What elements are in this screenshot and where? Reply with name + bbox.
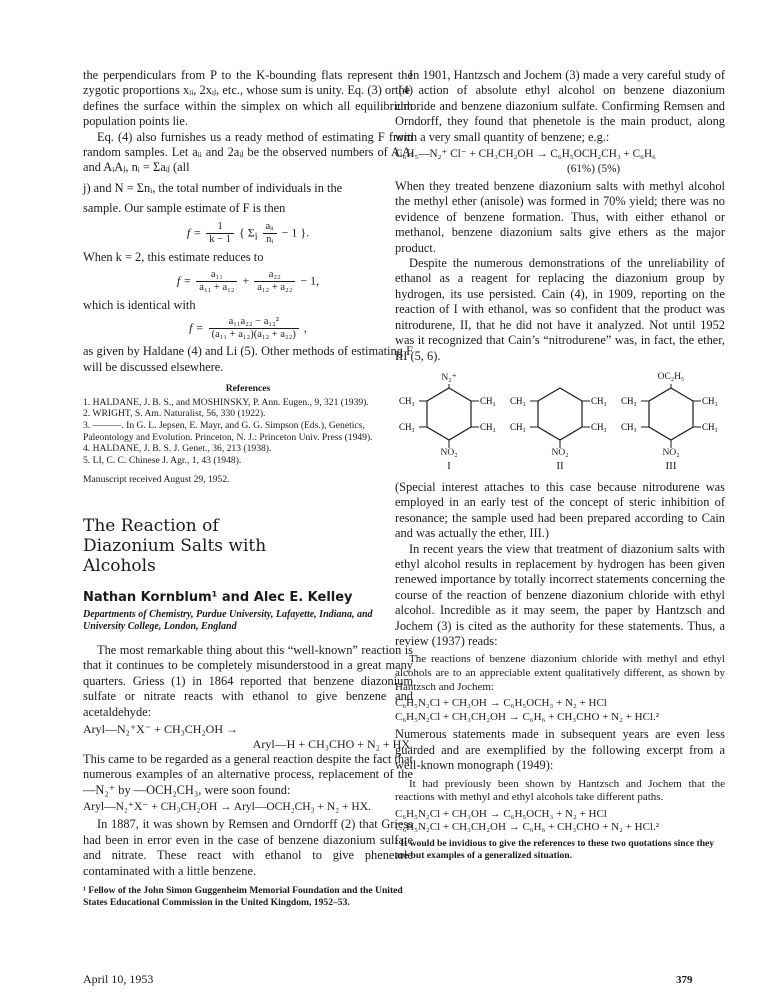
methyl-label: CH₃: [510, 421, 526, 432]
methyl-label: CH₃: [399, 395, 415, 406]
quotation-2-reaction: C₆H₅N₂Cl + CH₃CH₂OH → C₆H₆ + CH₃CHO + N₂ + HCl.²: [395, 821, 660, 834]
benzene-ring-icon: [399, 384, 499, 448]
references-list: [83, 397, 413, 467]
structure-top-group: [510, 372, 610, 384]
structure-bottom-group: NO₂: [440, 447, 458, 458]
paragraph: In 1901, Hantzsch and Jochem (3) made a very careful study of the action of absolute ethyl alcohol on benzene diazonium chloride and benzene diazonium sulfate. Confirming Remsen and Orndorff, they found that phenetole is the main product, along with a very small quantity of benzene; e.g.:: [395, 68, 725, 144]
methyl-label: CH₃: [702, 395, 718, 406]
methyl-label: CH₃: [621, 421, 637, 432]
structure-I: [399, 372, 499, 472]
structure-II: [510, 372, 610, 472]
methyl-label: CH₃: [399, 421, 415, 432]
methyl-label: CH₃: [591, 395, 607, 406]
structures-figure: [399, 372, 721, 472]
reference-item: 2. WRIGHT, S. Am. Naturalist, 56, 330 (1922).: [83, 408, 266, 420]
reference-item: 5. LI, C. C. Chinese J. Agr., 1, 43 (1948).: [83, 454, 242, 466]
structure-top-group: N₂⁺: [441, 372, 457, 383]
left-column: [83, 68, 413, 908]
paragraph: Despite the numerous demonstrations of the unreliability of ethanol as a reagent for replacing the diazonium group by hydrogen, its use persisted. Cain (4), in 1909, reporting on the reaction of I with ethanol, was so confident that the product was nitrodurene, II, that he did not have it analyzed. Not until 1952 was it recognized that Cain’s “nitrodurene” was, in fact, the ether, III (5, 6).: [395, 256, 725, 363]
structure-bottom-group: NO₂: [551, 447, 569, 458]
paragraph: as given by Haldane (4) and Li (5). Other methods of estimating F will be discussed elsewhere.: [83, 344, 413, 374]
paragraph: Eq. (4) also furnishes us a ready method of estimating F from random samples. Let aᵢᵢ and 2aᵢⱼ be the observed numbers of AᵢAᵢ and AᵢAⱼ, nᵢ = Σaᵢⱼ (all: [83, 129, 413, 175]
quotation-1-reaction: C₆H₅N₂Cl + CH₃CH₂OH → C₆H₆ + CH₃CHO + N₂ + HCl.²: [395, 710, 660, 723]
page-number: 379: [676, 974, 693, 986]
paragraph: When they treated benzene diazonium salts with methyl alcohol the methyl ether (anisole) was formed in 70% yield; there was no evidence of benzene formation. Thus, with either ethanol or methanol, benzene diazonium salts give ethers as the major product.: [395, 179, 725, 255]
paragraph: This came to be regarded as a general reaction despite the fact that numerous examples of an alternative process, replacement of the —N₂⁺ by —OCH₂CH₃, were soon found:: [83, 752, 413, 797]
paragraph: j) and N = Σnᵢ, the total number of individuals in the: [83, 180, 343, 195]
paragraph: (Special interest attaches to this case because nitrodurene was employed in an early test of the concept of steric inhibition of resonance; the sample used had been prepared according to Cain and was actually the ether, III.): [395, 479, 725, 541]
structure-bottom-group: NO₂: [662, 447, 680, 458]
paragraph: Numerous statements made in subsequent years are even less guarded and are exemplified by the following excerpt from a well-known monograph (1949):: [395, 727, 725, 773]
footnote-1: ¹ Fellow of the John Simon Guggenheim Memorial Foundation and the United States Educational Commission in the United Kingdom, 1952–53.: [83, 884, 403, 908]
reaction-3-yields: (61%) (5%): [567, 163, 621, 176]
page-date: April 10, 1953: [83, 972, 154, 986]
paragraph: In recent years the view that treatment of diazonium salts with ethyl alcohol results in replacement by hydrogen has been given renewed importance by totally incorrect statements concerning the course of the reaction of benzene diazonium chloride with ethyl alcohol. Incredible as it may seem, the paper by Hantzsch and Jochem (3) is cited as the authority for these statements. Thus, a review (1937) reads:: [395, 541, 725, 648]
reaction-1a: Aryl—N₂⁺X⁻ + CH₃CH₂OH →: [83, 722, 238, 737]
paragraph: which is identical with: [83, 298, 196, 313]
methyl-label: CH₃: [702, 421, 718, 432]
right-column: [395, 68, 725, 861]
equation-1: f = $\frac{1}{k - 1}$ { $\Sigma_i$ $\frac{\text{aᵢᵢ}}{\text{nᵢ}}$ − 1 }.: [186, 220, 310, 245]
methyl-label: CH₃: [480, 421, 496, 432]
paragraph: When k = 2, this estimate reduces to: [83, 249, 264, 264]
structure-label: II: [556, 459, 564, 472]
reference-item: 4. HALDANE, J. B. S. J. Genet., 36, 213 (1938).: [83, 443, 272, 455]
reaction-2: Aryl—N₂⁺X⁻ + CH₃CH₂OH → Aryl—OCH₂CH₃ + N₂ + HX.: [83, 801, 371, 814]
structure-top-group: OC₂H₅: [657, 371, 685, 382]
quotation-1: The reactions of benzene diazonium chloride with methyl and ethyl alcohols are to an appreciable extent qualitatively different, as shown by Hantzsch and Jochem:: [395, 653, 725, 693]
quotation-2: It had previously been shown by Hantzsch and Jochem that the reactions with methyl and ethyl alcohols take different paths.: [395, 777, 725, 804]
received-note: Manuscript received August 29, 1952.: [83, 474, 230, 486]
affiliation: Departments of Chemistry, Purdue University, Lafayette, Indiana, and University College, London, England: [83, 609, 373, 633]
methyl-label: CH₃: [480, 395, 496, 406]
structure-III: [621, 372, 721, 472]
equation-3: f = $\frac{\text{a₁₁a₂₂ − a₁₂²}}{\text{(a₁₁ + a₁₂)(a₁₂ + a₂₂)}}$ ,: [189, 316, 307, 341]
equation-2: f = $\frac{\text{a₁₁}}{\text{a₁₁ + a₁₂}}$ + $\frac{\text{a₂₂}}{\text{a₁₂ + a₂₂}}$ − 1,: [176, 269, 320, 294]
paragraph: the perpendiculars from P to the K-bounding flats represent the zygotic proportions xᵢᵢ, 2xᵢⱼ, etc., whose sum is unity. Eq. (3) or (4) defines the surface within the simplex on which all equilibrium population points lie.: [83, 68, 413, 129]
methyl-label: CH₃: [510, 395, 526, 406]
structure-label: III: [665, 459, 677, 472]
methyl-label: CH₃: [591, 421, 607, 432]
methyl-label: CH₃: [621, 395, 637, 406]
footnote-2: ² It would be invidious to give the references to these two quotations since they are but examples of a generalized situation.: [395, 837, 715, 861]
reference-item: 3. ———. In G. L. Jepsen, E. Mayr, and G. G. Simpson (Eds.), Genetics, Paleontology and Evolution. Princeton, N. J.: Princeton Univ. Press (1949).: [83, 420, 373, 443]
references-heading: References: [225, 383, 271, 395]
reaction-1b: Aryl—H + CH₃CHO + N₂ + HX.: [252, 737, 413, 752]
benzene-ring-icon: [621, 384, 721, 448]
quotation-2-reaction: C₆H₅N₂Cl + CH₃OH → C₆H₅OCH₃ + N₂ + HCl: [395, 807, 607, 820]
benzene-ring-icon: [510, 384, 610, 448]
reference-item: 1. HALDANE, J. B. S., and MOSHINSKY, P. Ann. Eugen., 9, 321 (1939).: [83, 396, 369, 408]
article-authors: Nathan Kornblum¹ and Alec E. Kelley: [83, 590, 353, 606]
reaction-3: C₆H₅—N₂⁺ Cl⁻ + CH₃CH₂OH → C₆H₅OCH₂CH₃ + C₆H₆: [395, 148, 656, 161]
quotation-1-reaction: C₆H₅N₂Cl + CH₃OH → C₆H₅OCH₃ + N₂ + HCl: [395, 697, 607, 710]
paragraph: The most remarkable thing about this “well-known” reaction is that it continues to be completely misunderstood in a great many quarters. Griess (1) in 1864 reported that benzene diazonium sulfate or nitrate reacts with ethanol to give benzene and acetaldehyde:: [83, 643, 413, 719]
article-title: The Reaction of Diazonium Salts with Alcohols: [83, 516, 267, 577]
structure-label: I: [447, 459, 451, 472]
paragraph: sample. Our sample estimate of F is then: [83, 201, 286, 216]
paragraph: In 1887, it was shown by Remsen and Orndorff (2) that Griess had been in error even in the case of benzene diazonium sulfate and nitrate. These react with ethanol to give phenetole contaminated with a little benzene.: [83, 817, 413, 878]
